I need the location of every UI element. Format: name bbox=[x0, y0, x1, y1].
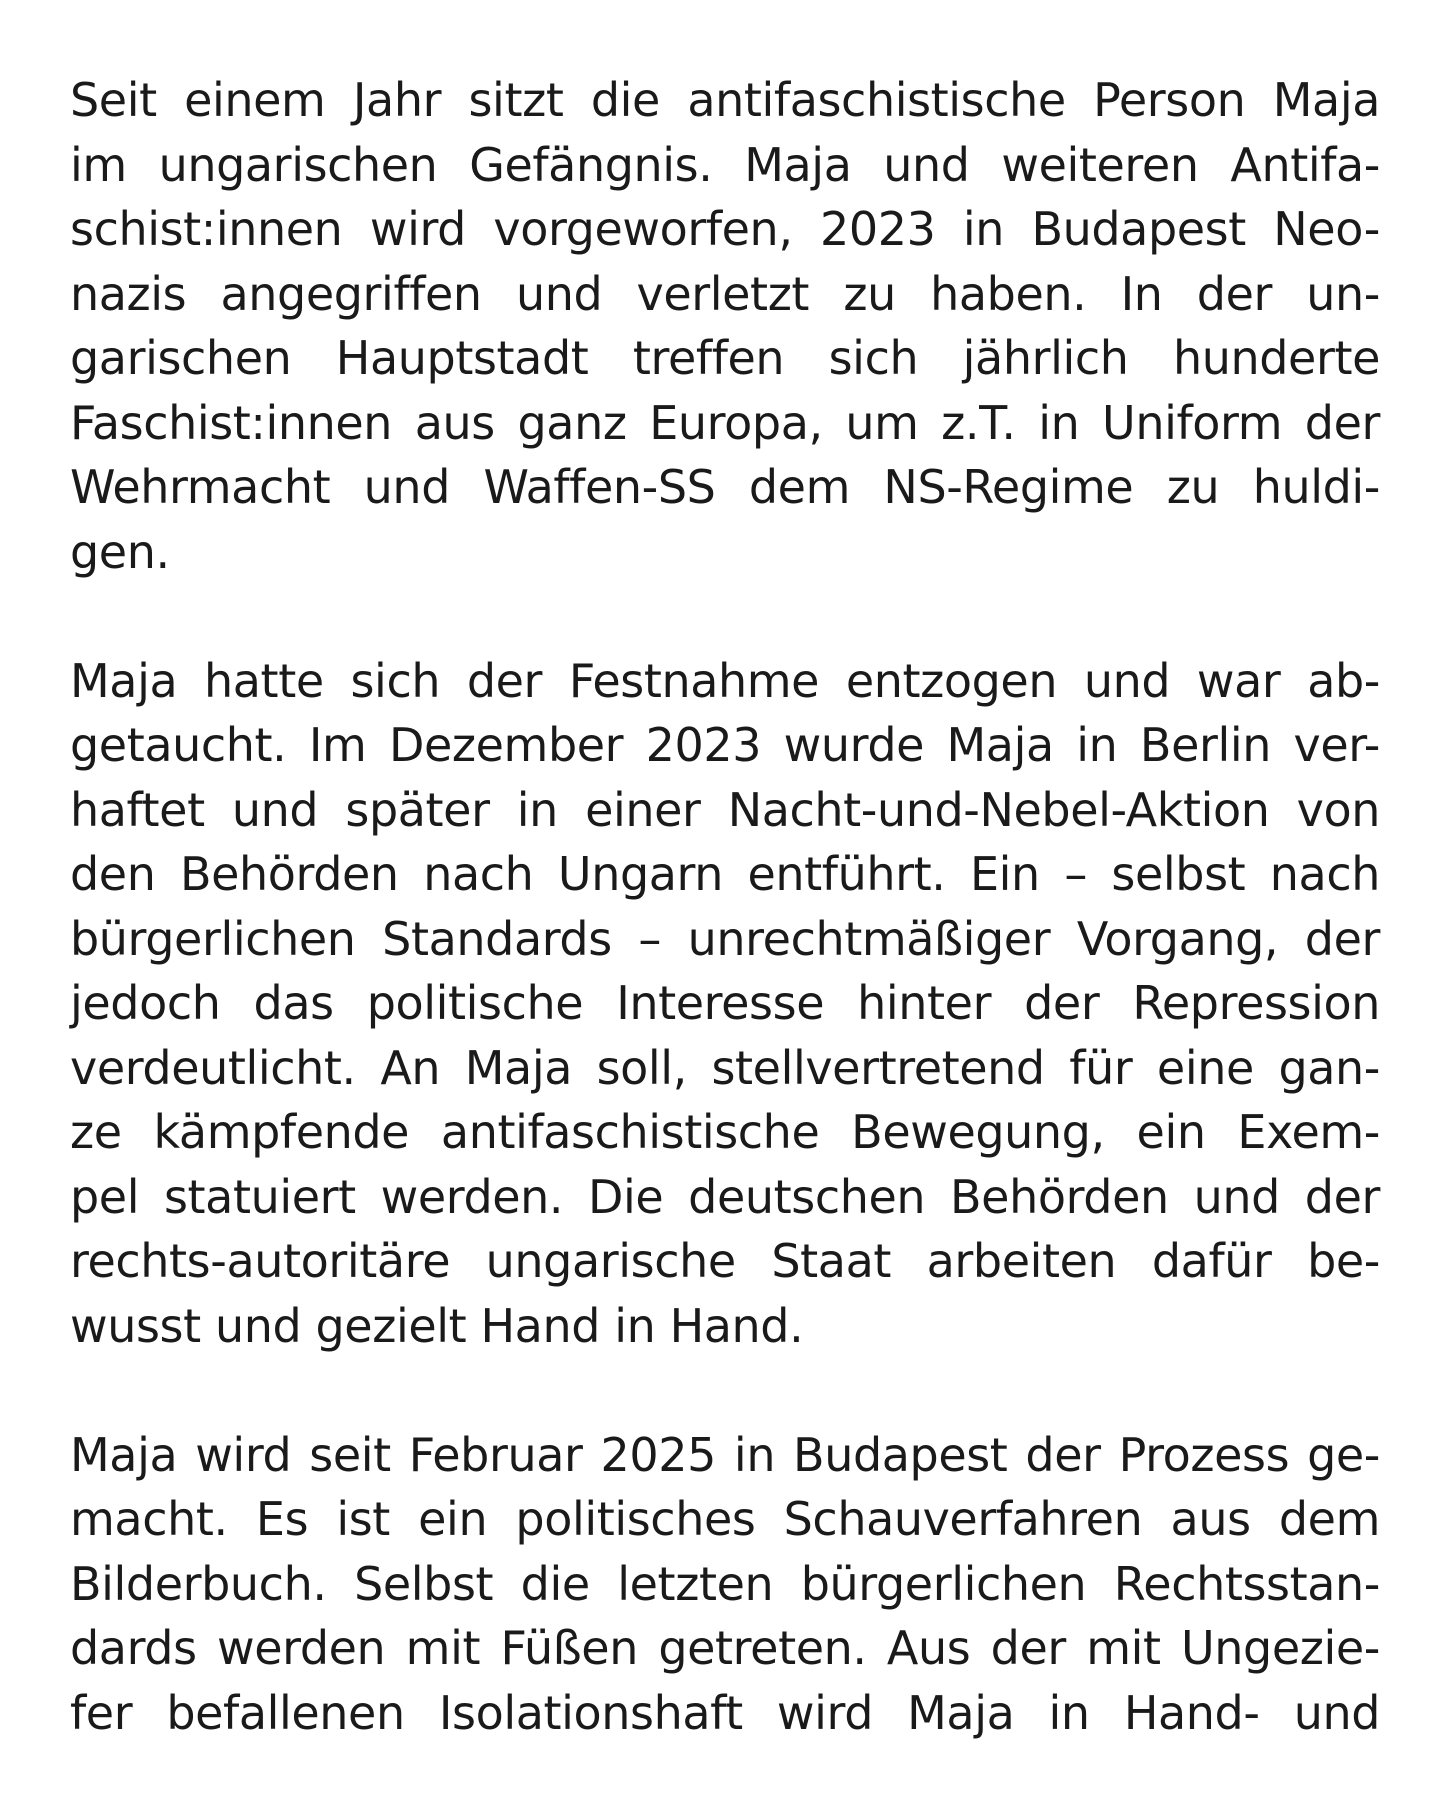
text-line: fer befallenen Isolationshaft wird Maja in Hand- und bbox=[70, 1685, 1380, 1740]
text-line: den Behörden nach Ungarn entführt. Ein – selbst nach bbox=[70, 847, 1380, 901]
paragraph-2 bbox=[70, 649, 1380, 1359]
text-line: Seit einem Jahr sitzt die antifaschistische Person Maja bbox=[70, 73, 1380, 127]
text-line: rechts-autoritäre ungarische Staat arbeiten dafür be- bbox=[70, 1234, 1380, 1288]
text-line: garischen Hauptstadt treffen sich jährlich hunderte bbox=[70, 331, 1380, 385]
text-line: haftet und später in einer Nacht-und-Nebel-Aktion von bbox=[70, 782, 1380, 837]
paragraph-1 bbox=[70, 68, 1380, 584]
text-line: wusst und gezielt Hand in Hand. bbox=[70, 1298, 804, 1353]
text-line: dards werden mit Füßen getreten. Aus der mit Ungezie- bbox=[70, 1621, 1380, 1675]
text-line: gen. bbox=[70, 524, 170, 579]
text-line: macht. Es ist ein politisches Schauverfahren aus dem bbox=[70, 1492, 1380, 1546]
text-line: Wehrmacht und Waffen-SS dem NS-Regime zu huldi- bbox=[70, 460, 1380, 514]
text-line: verdeutlicht. An Maja soll, stellvertretend für eine gan- bbox=[70, 1040, 1380, 1095]
paragraph-spacer bbox=[70, 584, 1380, 649]
text-line: ze kämpfende antifaschistische Bewegung, ein Exem- bbox=[70, 1105, 1380, 1159]
paragraph-spacer bbox=[70, 1358, 1380, 1423]
text-line: im ungarischen Gefängnis. Maja und weiteren Antifa- bbox=[70, 137, 1380, 192]
text-line: Maja wird seit Februar 2025 in Budapest der Prozess ge- bbox=[70, 1427, 1380, 1482]
text-line: jedoch das politische Interesse hinter der Repression bbox=[70, 976, 1380, 1030]
text-line: Faschist:innen aus ganz Europa, um z.T. in Uniform der bbox=[70, 395, 1380, 450]
text-line: getaucht. Im Dezember 2023 wurde Maja in Berlin ver- bbox=[70, 718, 1380, 772]
text-line: schist:innen wird vorgeworfen, 2023 in Budapest Neo- bbox=[70, 202, 1380, 256]
text-line: bürgerlichen Standards – unrechtmäßiger Vorgang, der bbox=[70, 911, 1380, 966]
text-line: nazis angegriffen und verletzt zu haben. In der un- bbox=[70, 266, 1380, 321]
text-line: Bilderbuch. Selbst die letzten bürgerlichen Rechtsstan- bbox=[70, 1556, 1380, 1611]
paragraph-3 bbox=[70, 1423, 1380, 1746]
text-line: pel statuiert werden. Die deutschen Behörden und der bbox=[70, 1169, 1380, 1224]
text-line: Maja hatte sich der Festnahme entzogen und war ab- bbox=[70, 653, 1380, 708]
document-page bbox=[70, 68, 1380, 1745]
